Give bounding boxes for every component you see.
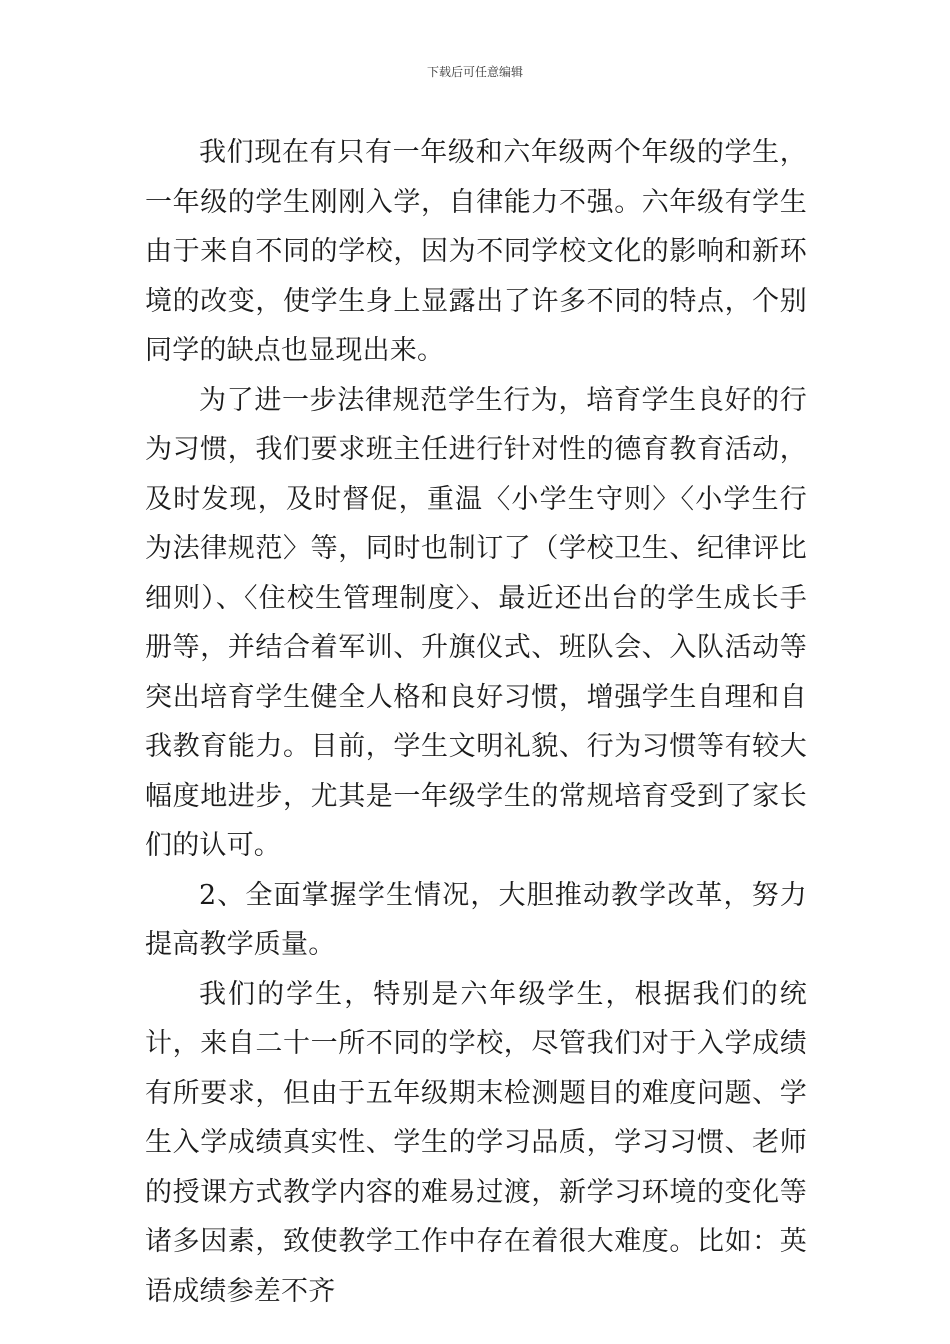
paragraph-3: 2、全面掌握学生情况，大胆推动教学改革，努力提高教学质量。	[145, 879, 807, 960]
paragraph-2: 为了进一步法律规范学生行为，培育学生良好的行为习惯，我们要求班主任进行针对性的德育教育活动，及时发现，及时督促，重温〈小学生守则〉〈小学生行为法律规范〉等，同时也制订了（学校卫生、纪律评比细则）、〈住校生管理制度〉、最近还出台的学生成长手册等，并结合着军训、升旗仪式、班队会、入队活动等突出培育学生健全人格和良好习惯，增强学生自理和自我教育能力。目前，学生文明礼貌、行为习惯等有较大幅度地进步，尤其是一年级学生的常规培育受到了家长们的认可。	[145, 384, 807, 861]
paragraph-4: 我们的学生，特别是六年级学生，根据我们的统计，来自二十一所不同的学校，尽管我们对于入学成绩有所要求，但由于五年级期末检测题目的难度问题、学生入学成绩真实性、学生的学习品质，学习习惯、老师的授课方式教学内容的难易过渡，新学习环境的变化等诸多因素，致使教学工作中存在着很大难度。比如：英语成绩参差不齐	[145, 978, 807, 1307]
page-header-note: 下载后可任意编辑	[426, 65, 523, 79]
paragraph-1: 我们现在有只有一年级和六年级两个年级的学生，一年级的学生刚刚入学，自律能力不强。六年级有学生由于来自不同的学校，因为不同学校文化的影响和新环境的改变，使学生身上显露出了许多不同的特点，个别同学的缺点也显现出来。	[145, 137, 807, 366]
document-body	[145, 128, 807, 1316]
